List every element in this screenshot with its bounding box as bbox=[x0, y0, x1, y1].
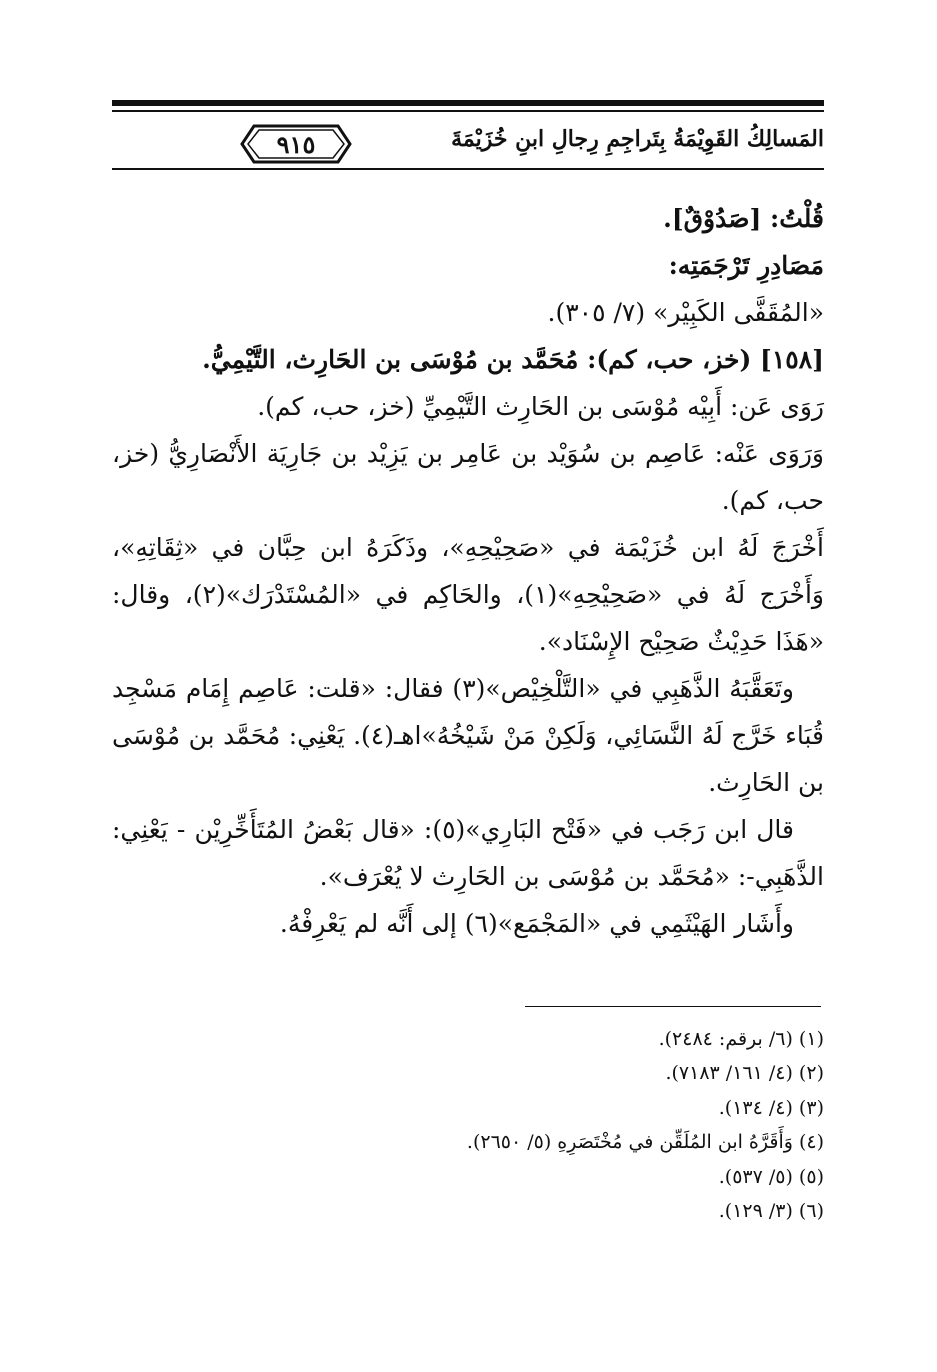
page-number: ٩١٥ bbox=[276, 130, 316, 159]
footnotes bbox=[112, 1022, 824, 1228]
footnote-separator bbox=[525, 1006, 821, 1007]
header-rule-thick bbox=[112, 100, 824, 106]
page-header bbox=[112, 100, 824, 175]
narrated-by-line: وَرَوَى عَنْه: عَاصِم بن سُوَيْد بن عَامِر بن يَزِيْد بن جَارِيَة الأَنْصَارِيُّ (خز، حب، كم). bbox=[112, 439, 824, 515]
footnote: (٤) وَأَقَرَّهُ ابن المُلَقِّن في مُخْتَصَرِهِ (٥/ ٢٦٥٠). bbox=[466, 1131, 824, 1154]
paragraph-ibn-rajab: قال ابن رَجَب في «فَتْح البَارِي»(٥): «قال بَعْضُ المُتَأَخِّرِيْن - يَعْنِي: الذَّهَبِي-: «مُحَمَّد بن مُوْسَى بن الحَارِث لا يُعْرَف». bbox=[112, 815, 824, 891]
statement-line: قُلْتُ: [صَدُوْقٌ]. bbox=[663, 204, 824, 233]
paragraph-takhrij: أَخْرَجَ لَهُ ابن خُزَيْمَة في «صَحِيْحِهِ»، وذَكَرَهُ ابن حِبَّان في «ثِقَاتِهِ»، وَأَخْرَج لَهُ في «صَحِيْحِهِ»(١)، والحَاكِم في «المُسْتَدْرَك»(٢)، وقال: «هَذَا حَدِيْثٌ صَحِيْح الإِسْنَاد». bbox=[112, 533, 825, 656]
header-rule-thin bbox=[112, 110, 824, 112]
source-reference: «المُقَفَّى الكَبِيْر» (٧/ ٣٠٥). bbox=[547, 298, 824, 327]
footnote: (٥) (٥/ ٥٣٧). bbox=[718, 1165, 824, 1188]
paragraph-dhahabi: وتَعَقَّبَهُ الذَّهَبِي في «التَّلْخِيْص»(٣) فقال: «قلت: عَاصِم إِمَام مَسْجِد قُبَاء خَرَّج لَهُ النَّسَائِي، وَلَكِنْ مَنْ شَيْخُهُ»اهـ(٤). يَعْنِي: مُحَمَّد بن مُوْسَى بن الحَارِث. bbox=[112, 674, 825, 797]
header-rule-bottom bbox=[112, 168, 824, 170]
footnote: (٢) (٤/ ١٦١/ ٧١٨٣). bbox=[665, 1062, 824, 1085]
book-title: المَسالِكُ القَوِيْمَةُ بِتَراجِمِ رِجالِ ابنِ خُزَيْمَةَ bbox=[451, 126, 824, 152]
narrated-from-line: رَوَى عَن: أَبِيْه مُوْسَى بن الحَارِث التَّيْمِيِّ (خز، حب، كم). bbox=[257, 392, 824, 421]
footnote: (١) (٦/ برقم: ٢٤٨٤). bbox=[658, 1028, 824, 1050]
page-number-frame bbox=[240, 122, 352, 166]
footnote: (٦) (٣/ ١٢٩). bbox=[718, 1200, 824, 1223]
sources-heading: مَصَادِرِ تَرْجَمَتِه: bbox=[668, 251, 824, 280]
paragraph-haythami: وأَشَار الهَيْثَمِي في «المَجْمَع»(٦) إلى أَنَّه لم يَعْرِفْهُ. bbox=[279, 909, 794, 938]
entry-heading: [١٥٨] (خز، حب، كم): مُحَمَّد بن مُوْسَى بن الحَارِث، التَّيْمِيُّ. bbox=[202, 345, 824, 374]
page-body bbox=[112, 195, 824, 947]
footnote: (٣) (٤/ ١٣٤). bbox=[718, 1096, 824, 1119]
